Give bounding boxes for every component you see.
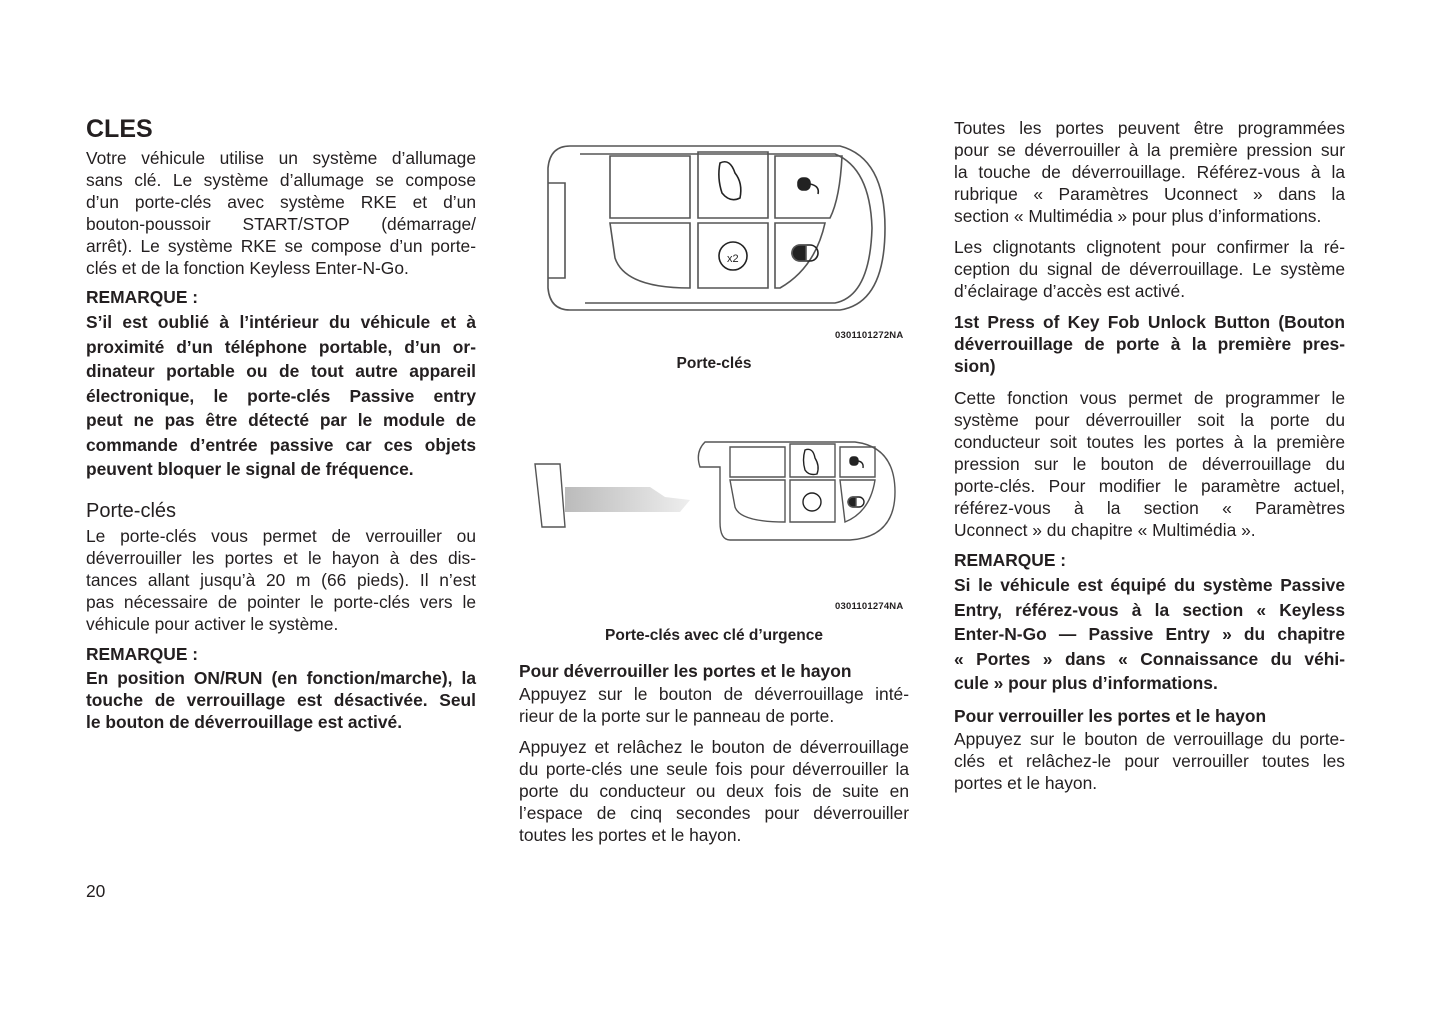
text-line: Appuyez sur le bouton de déverrouillage inté- bbox=[519, 684, 909, 704]
note-label: REMARQUE : bbox=[954, 550, 1067, 570]
note-label: REMARQUE : bbox=[86, 287, 199, 307]
text-line: sion) bbox=[954, 356, 996, 376]
text-line: le bouton de déverrouillage est activé. bbox=[86, 712, 403, 732]
note-text bbox=[86, 667, 476, 733]
turn-signal-paragraph bbox=[954, 236, 1345, 302]
first-press-paragraph bbox=[954, 387, 1345, 541]
programming-paragraph bbox=[954, 117, 1345, 227]
text-line: rieur de la porte sur le panneau de porte. bbox=[519, 706, 835, 726]
figure-caption: Porte-clés bbox=[676, 355, 752, 372]
page-number: 20 bbox=[86, 881, 106, 901]
text-line: l’espace de cinq secondes pour déverrouiller bbox=[519, 803, 909, 823]
note-text bbox=[86, 310, 476, 482]
trunk-icon bbox=[719, 162, 741, 200]
porte-cles-paragraph bbox=[86, 525, 476, 635]
unlock-icon bbox=[848, 497, 864, 507]
text-line: arrêt). Le système RKE se compose d’un porte- bbox=[86, 236, 476, 256]
lock-icon bbox=[798, 178, 818, 194]
key-fob-illustration bbox=[540, 138, 890, 318]
lock-heading: Pour verrouiller les portes et le hayon bbox=[954, 706, 1267, 726]
note-text bbox=[954, 573, 1345, 696]
text-line: portes et le hayon. bbox=[954, 773, 1098, 793]
text-line: Le porte-clés vous permet de verrouiller ou bbox=[86, 526, 476, 546]
remote-start-icon bbox=[719, 242, 747, 270]
emergency-key-icon bbox=[535, 464, 690, 527]
text-line: pression sur le bouton de déverrouillage du bbox=[954, 454, 1345, 474]
text-line: Les clignotants clignotent pour confirmer la ré- bbox=[954, 237, 1345, 257]
text-line: porte-clés. Pour modifier le paramètre actuel, bbox=[954, 476, 1345, 496]
key-fob-with-emergency-key-illustration bbox=[530, 432, 910, 552]
intro-paragraph bbox=[86, 147, 476, 279]
text-line: En position ON/RUN (en fonction/marche), la bbox=[86, 668, 476, 688]
text-line: pas nécessaire de pointer le porte-clés vers le bbox=[86, 592, 476, 612]
text-line: pour se déverrouiller à la première pression sur bbox=[954, 140, 1345, 160]
text-line: section « Multimédia » pour plus d’informations. bbox=[954, 206, 1322, 226]
text-line: système pour déverrouiller soit la porte du bbox=[954, 410, 1345, 430]
remote-start-icon bbox=[803, 493, 821, 511]
text-line: dinateur portable ou de tout autre appareil bbox=[86, 361, 476, 381]
text-line: d’un porte-clés avec système RKE et d’un bbox=[86, 192, 476, 212]
text-line: électronique, le porte-clés Passive entry bbox=[86, 385, 476, 406]
text-line: « Portes » dans « Connaissance du véhi- bbox=[954, 648, 1345, 669]
figure-caption: Porte-clés avec clé d’urgence bbox=[605, 627, 823, 644]
text-line: d’éclairage d’accès est activé. bbox=[954, 281, 1186, 301]
text-line: toutes les portes et le hayon. bbox=[519, 825, 742, 845]
text-line: proximité d’un téléphone portable, d’un or- bbox=[86, 336, 476, 357]
text-line: commande d’entrée passive car ces objets bbox=[86, 434, 476, 455]
page-title: CLES bbox=[86, 115, 153, 143]
text-line: Toutes les portes peuvent être programmées bbox=[954, 118, 1345, 138]
text-line: Uconnect » du chapitre « Multimédia ». bbox=[954, 520, 1256, 540]
unlock-paragraph bbox=[519, 683, 909, 727]
lock-paragraph bbox=[954, 728, 1345, 794]
text-line: tances allant jusqu’à 20 m (66 pieds). Il n’est bbox=[86, 570, 476, 590]
text-line: référez-vous à la section « Paramètres bbox=[954, 498, 1345, 518]
text-line: Entry, référez-vous à la section « Keyless bbox=[954, 599, 1345, 620]
text-line: peut ne pas être détecté par le module de bbox=[86, 410, 476, 430]
text-line: clés et de la fonction Keyless Enter-N-Go. bbox=[86, 258, 409, 278]
unlock-paragraph bbox=[519, 736, 909, 846]
text-line: la touche de déverrouillage. Référez-vous à la bbox=[954, 162, 1345, 182]
text-line: porte du conducteur ou deux fois de suite en bbox=[519, 781, 909, 801]
text-line: rubrique « Paramètres Uconnect » dans la bbox=[954, 184, 1345, 204]
text-line: du porte-clés une seule fois pour déverrouiller la bbox=[519, 759, 909, 779]
section-heading-porte-cles: Porte-clés bbox=[86, 500, 177, 522]
text-line: conducteur soit toutes les portes à la première bbox=[954, 432, 1345, 452]
text-line: véhicule pour activer le système. bbox=[86, 614, 339, 634]
text-line: Si le véhicule est équipé du système Passive bbox=[954, 575, 1345, 595]
text-line: déverrouillage de porte à la première pres- bbox=[954, 334, 1345, 354]
figure-code: 0301101272NA bbox=[835, 330, 904, 341]
text-line: Enter-N-Go — Passive Entry » du chapitre bbox=[954, 624, 1345, 644]
text-line: déverrouiller les portes et le hayon à des dis- bbox=[86, 548, 476, 568]
text-line: Appuyez sur le bouton de verrouillage du porte- bbox=[954, 729, 1345, 749]
text-line: sans clé. Le système d’allumage se compose bbox=[86, 170, 476, 190]
trunk-icon bbox=[804, 449, 819, 474]
text-line: Cette fonction vous permet de programmer le bbox=[954, 388, 1345, 408]
text-line: S’il est oublié à l’intérieur du véhicule et à bbox=[86, 312, 476, 332]
text-line: ception du signal de déverrouillage. Le système bbox=[954, 259, 1345, 279]
lock-icon bbox=[850, 457, 863, 468]
figure-code: 0301101274NA bbox=[835, 601, 904, 612]
text-line: cule » pour plus d’informations. bbox=[954, 673, 1218, 693]
first-press-heading bbox=[954, 311, 1345, 377]
text-line: peuvent bloquer le signal de fréquence. bbox=[86, 459, 414, 479]
text-line: bouton-poussoir START/STOP (démarrage/ bbox=[86, 214, 476, 234]
note-label: REMARQUE : bbox=[86, 644, 199, 664]
text-line: 1st Press of Key Fob Unlock Button (Bouton bbox=[954, 312, 1345, 332]
text-line: clés et relâchez-le pour verrouiller toutes les bbox=[954, 751, 1345, 771]
text-line: Appuyez et relâchez le bouton de déverrouillage bbox=[519, 737, 909, 757]
unlock-heading: Pour déverrouiller les portes et le hayon bbox=[519, 661, 852, 681]
svg-text:x2: x2 bbox=[727, 253, 739, 265]
text-line: Votre véhicule utilise un système d’allumage bbox=[86, 148, 476, 168]
text-line: touche de verrouillage est désactivée. Seul bbox=[86, 690, 476, 710]
